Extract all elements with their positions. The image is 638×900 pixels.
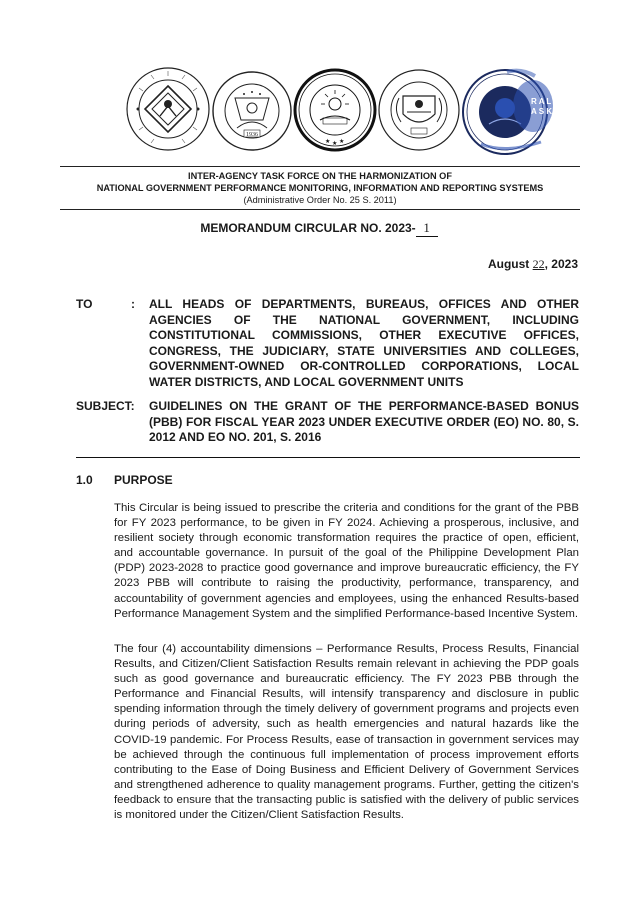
section-number: 1.0 (76, 473, 93, 487)
inter-agency-task-force-seal (125, 66, 211, 152)
memorandum-title-prefix: MEMORANDUM CIRCULAR NO. 2023- (200, 221, 416, 235)
subject-text: GUIDELINES ON THE GRANT OF THE PERFORMANCE-BASED BONUS (PBB) FOR FISCAL YEAR 2023 UNDER EXECUTIVE ORDER (EO) NO. 80, S. 2012 AND EO NO. 201, S. 2016 (149, 399, 579, 444)
taskforce-line-1: INTER-AGENCY TASK FORCE ON THE HARMONIZATION OF (188, 171, 452, 181)
administrative-order: (Administrative Order No. 25 S. 2011) (243, 195, 397, 205)
to-colon: : (131, 297, 135, 311)
dbm-seal (211, 70, 293, 152)
office-of-the-president-seal (293, 68, 377, 152)
memorandum-title (0, 220, 638, 237)
to-recipients: ALL HEADS OF DEPARTMENTS, BUREAUS, OFFICES AND OTHER AGENCIES OF THE NATIONAL GOVERNMENT, INCLUDING CONSTITUTIONAL COMMISSIONS, OTHER EXECUTIVE OFFICES, CONGRESS, THE JUDICIARY, STATE UNIVERSITIES AND COLLEGES, GOVERNMENT-OWNED OR-CONTROLLED CORPORATIONS, LOCAL WATER DISTRICTS, AND LOCAL GOVERNMENT UNITS (149, 297, 579, 389)
dbm-year: 1936 (246, 132, 258, 138)
header-bottom-rule (60, 209, 580, 210)
purpose-paragraph-2: The four (4) accountability dimensions – Performance Results, Process Results, Financial Results, and Citizen/Client Satisfaction Results remain relevant in achieving the PDP goals such as good governance and bureaucratic efficiency. The FY 2023 PBB through the Performance and Financial Results, will intensify transparency and disclosure in public spending information through the timely delivery of government programs and projects even during periods of adversity, such as health emergencies and natural hazards like the COVID-19 pandemic. For Process Results, ease of transaction in government services may be achieved through the continuous full implementation of process improvement efforts contributing to the Ease of Doing Business and Efficient Delivery of Government Services and strengthened adherence to quality management programs. Further, getting the citizen's feedback to ensure that the transacting public is satisfied with the delivery of public services is monitored under the Citizen/Client Satisfaction Results. (114, 643, 579, 822)
subject-label: SUBJECT: (76, 399, 135, 413)
svg-text:A S K: A S K (531, 107, 553, 116)
subject-rule (76, 457, 580, 458)
svg-text:★: ★ (325, 139, 331, 145)
presidential-management-staff-seal (461, 66, 557, 158)
svg-text:R A L: R A L (531, 97, 552, 106)
date-year: , 2023 (544, 257, 578, 271)
memorandum-number: 1 (416, 220, 438, 237)
svg-text:★: ★ (332, 141, 338, 147)
memorandum-date (488, 257, 578, 272)
taskforce-line-2: NATIONAL GOVERNMENT PERFORMANCE MONITORING, INFORMATION AND REPORTING SYSTEMS (96, 183, 544, 193)
purpose-paragraph-1: This Circular is being issued to prescribe the criteria and conditions for the grant of the PBB for FY 2023 performance, to be given in FY 2024. Achieving a prosperous, inclusive, and resilient society through economic transformation requires the practice of open, efficient, and accountable governance. In pursuit of the goal of the Philippine Development Plan (PDP) 2023-2028 to practice good governance and improve bureaucratic efficiency, the FY 2023 PBB will contribute to raising the productivity, performance, transparency, and accountability of government agencies and employees, using the enhanced Results-based Performance Management System and the simplified Performance-based Incentive System. (114, 502, 579, 620)
section-title: PURPOSE (114, 473, 173, 487)
department-of-finance-seal (377, 68, 461, 152)
date-month: August (487, 257, 533, 271)
header-top-rule (60, 166, 580, 167)
to-label: TO (76, 297, 93, 311)
agency-seals (125, 66, 553, 164)
date-day: 22 (532, 257, 545, 271)
svg-text:★: ★ (339, 139, 345, 145)
taskforce-heading (60, 170, 580, 206)
